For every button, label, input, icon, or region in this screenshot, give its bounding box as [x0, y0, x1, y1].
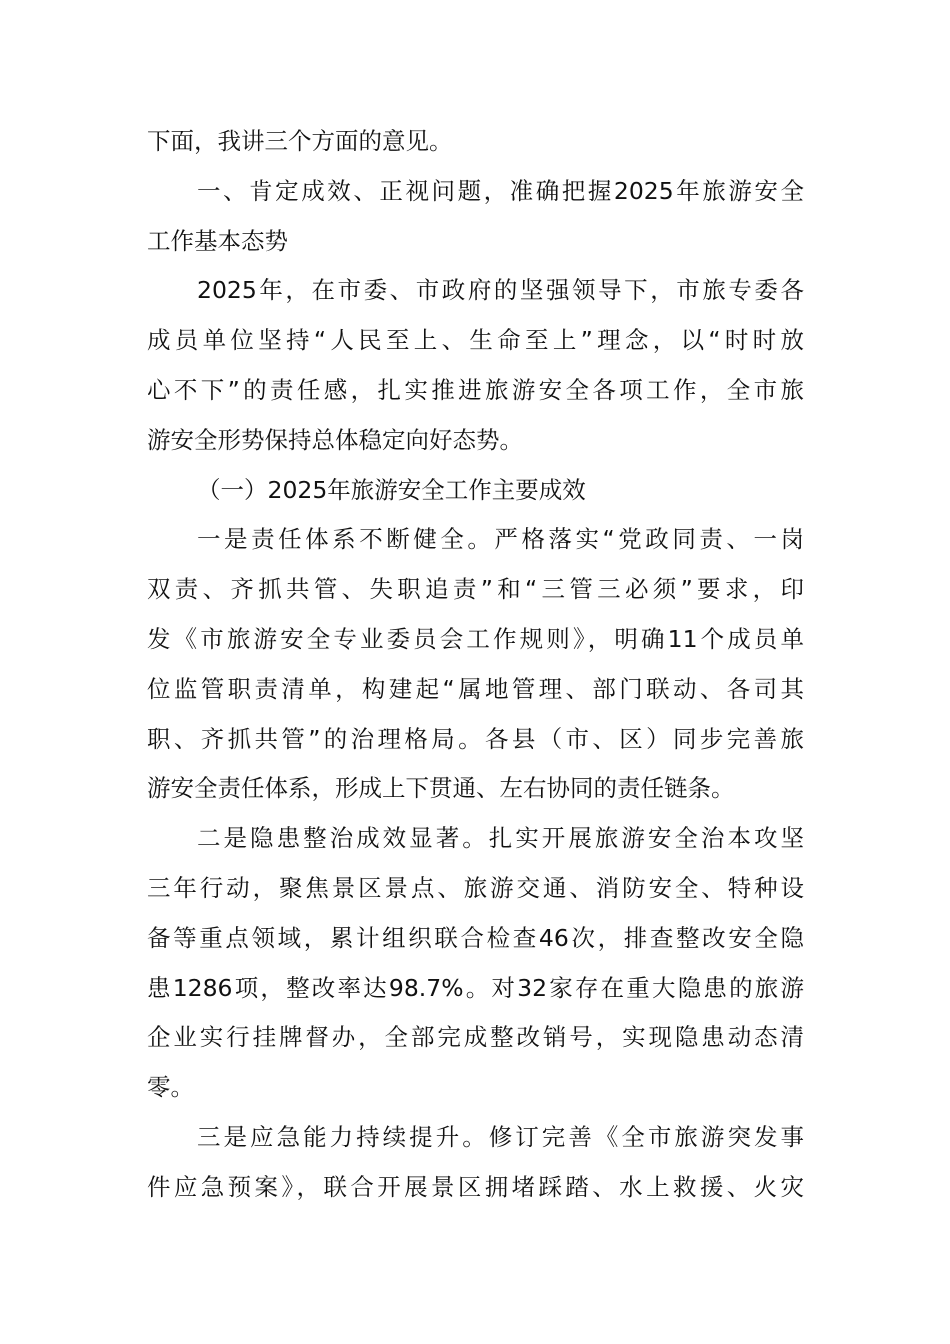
- text-line: 游安全责任体系，形成上下贯通、左右协同的责任链条。: [147, 774, 735, 803]
- text-line: 发《市旅游安全专业委员会工作规则》，明确11个成员单: [147, 624, 804, 653]
- paragraph: [147, 466, 804, 516]
- text-line: 三年行动，聚焦景区景点、旅游交通、消防安全、特种设: [147, 873, 804, 902]
- paragraph: [147, 515, 804, 814]
- text-line: 下面，我讲三个方面的意见。: [147, 127, 453, 155]
- text-line: 工作基本态势: [147, 226, 288, 255]
- paragraph: [147, 117, 804, 167]
- document-page: [147, 117, 804, 1213]
- text-line: 心不下”的责任感，扎实推进旅游安全各项工作，全市旅: [147, 375, 804, 404]
- text-line: 职、齐抓共管”的治理格局。各县（市、区）同步完善旅: [147, 724, 804, 753]
- text-line: 一、肯定成效、正视问题，准确把握2025年旅游安全: [197, 176, 804, 205]
- text-line: 2025年，在市委、市政府的坚强领导下，市旅专委各: [197, 276, 804, 305]
- text-line: 成员单位坚持“人民至上、生命至上”理念，以“时时放: [147, 326, 804, 355]
- text-line: 零。: [147, 1073, 194, 1102]
- paragraph: [147, 167, 804, 267]
- text-line: 一是责任体系不断健全。严格落实“党政同责、一岗: [197, 525, 804, 554]
- text-line: 患1286项，整改率达98.7%。对32家存在重大隐患的旅游: [147, 973, 804, 1002]
- text-line: 位监管职责清单，构建起“属地管理、部门联动、各司其: [147, 674, 804, 703]
- paragraph: [147, 266, 804, 465]
- text-line: 件应急预案》，联合开展景区拥堵踩踏、水上救援、火灾: [147, 1172, 804, 1201]
- paragraph: [147, 814, 804, 1113]
- text-line: 双责、齐抓共管、失职追责”和“三管三必须”要求，印: [147, 575, 804, 604]
- paragraph: [147, 1113, 804, 1213]
- text-line: （一）2025年旅游安全工作主要成效: [197, 475, 586, 504]
- text-line: 游安全形势保持总体稳定向好态势。: [147, 425, 523, 454]
- text-line: 备等重点领域，累计组织联合检查46次，排查整改安全隐: [147, 923, 804, 952]
- text-line: 三是应急能力持续提升。修订完善《全市旅游突发事: [197, 1122, 804, 1151]
- text-line: 企业实行挂牌督办，全部完成整改销号，实现隐患动态清: [147, 1023, 804, 1052]
- text-line: 二是隐患整治成效显著。扎实开展旅游安全治本攻坚: [197, 824, 804, 853]
